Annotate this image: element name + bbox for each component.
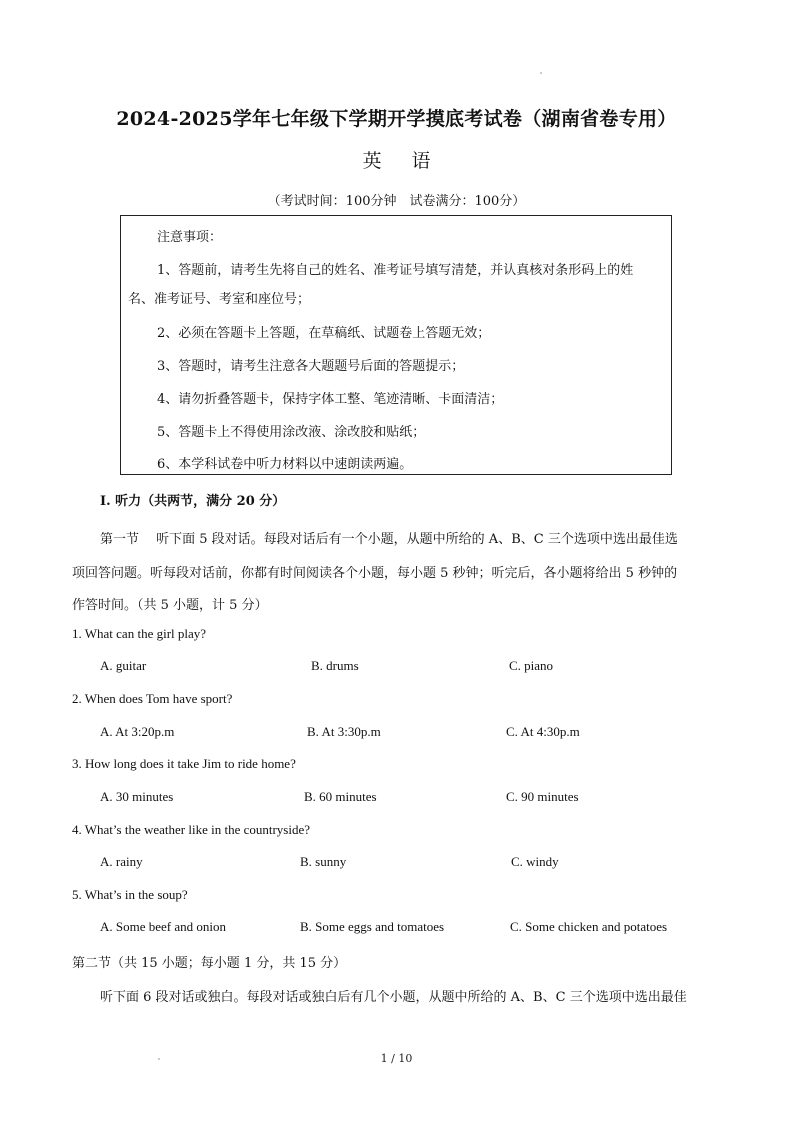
option-a: A. rainy [100, 854, 143, 869]
notice-item-6: 6、本学科试卷中听力材料以中速朗读两遍。 [157, 457, 413, 472]
scan-dot [540, 72, 542, 74]
option-c: C. Some chicken and potatoes [510, 919, 668, 934]
part1-instructions-line2: 项回答问题。听每段对话前，你都有时间阅读各个小题，每小题 5 秒钟；听完后，各小题将给出 5 秒钟的 [72, 566, 678, 581]
exam-info: （考试时间：100分钟 试卷满分：100分） [267, 194, 526, 209]
part2-instructions-line1: 听下面 6 段对话或独白。每段对话或独白后有几个小题，从题中所给的 A、B、C 三个选项中选出最佳 [100, 990, 687, 1005]
notice-item-2: 2、必须在答题卡上答题，在草稿纸、试题卷上答题无效； [157, 326, 491, 341]
option-b: B. sunny [300, 854, 347, 869]
notice-item-3: 3、答题时，请考生注意各大题题号后面的答题提示； [157, 359, 465, 374]
option-c: C. windy [511, 854, 559, 869]
notice-item-4: 4、请勿折叠答题卡，保持字体工整、笔迹清晰、卡面清洁； [157, 392, 504, 407]
option-a: A. At 3:20p.m [100, 724, 175, 739]
section-heading-part2: 第二节（共 15 小题；每小题 1 分，共 15 分） [72, 956, 347, 971]
question-stem: 5. What’s in the soup? [72, 887, 188, 902]
option-c: C. piano [509, 658, 554, 673]
notice-item-1: 1、答题前，请考生先将自己的姓名、准考证号填写清楚，并认真核对条形码上的姓 [157, 263, 634, 278]
option-b: B. 60 minutes [304, 789, 377, 804]
question-stem: 4. What’s the weather like in the countryside? [72, 822, 311, 837]
option-c: C. At 4:30p.m [506, 724, 580, 739]
option-b: B. At 3:30p.m [307, 724, 381, 739]
option-a: A. 30 minutes [100, 789, 174, 804]
part1-instructions-line1: 第一节 听下面 5 段对话。每段对话后有一个小题，从题中所给的 A、B、C 三个选项中选出最佳选 [100, 532, 678, 547]
notice-item-5: 5、答题卡上不得使用涂改液、涂改胶和贴纸； [157, 425, 426, 440]
question-stem: 2. When does Tom have sport? [72, 691, 233, 706]
option-b: B. Some eggs and tomatoes [300, 919, 445, 934]
option-a: A. guitar [100, 658, 147, 673]
page-indicator: 1 / 10 [380, 1052, 413, 1065]
subject-title: 英 语 [362, 150, 443, 172]
section-heading-listening: I. 听力（共两节，满分 20 分） [100, 494, 286, 509]
option-a: A. Some beef and onion [100, 919, 227, 934]
question-stem: 1. What can the girl play? [72, 626, 207, 641]
notice-heading: 注意事项： [157, 230, 223, 245]
part1-instructions-line3: 作答时间。（共 5 小题，计 5 分） [72, 598, 268, 613]
question-stem: 3. How long does it take Jim to ride home? [72, 756, 296, 771]
exam-title: 2024-2025学年七年级下学期开学摸底考试卷（湖南省卷专用） [116, 108, 677, 130]
option-b: B. drums [311, 658, 359, 673]
option-c: C. 90 minutes [506, 789, 579, 804]
notice-box [120, 215, 672, 475]
notice-item-1-cont: 名、准考证号、考室和座位号； [128, 292, 311, 307]
